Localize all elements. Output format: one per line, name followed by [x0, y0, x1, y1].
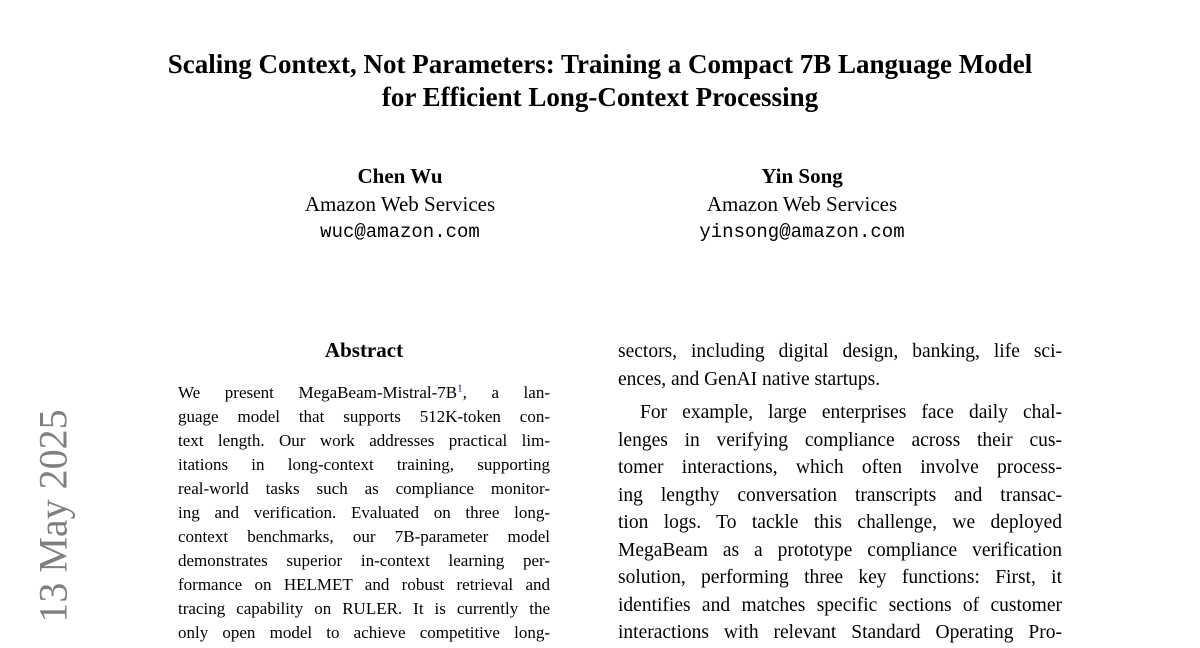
body-line: MegaBeam as a prototype compliance verification	[618, 539, 1062, 561]
body-line: lenges in verifying compliance across their cus-	[618, 429, 1062, 451]
right-column-text	[618, 338, 1062, 647]
abstract-line: guage model that supports 512K-token con-	[178, 407, 550, 426]
author-email[interactable]: wuc@amazon.com	[320, 221, 480, 243]
body-line: tomer interactions, which often involve process-	[618, 457, 1062, 478]
abstract-body	[178, 381, 550, 645]
abstract-line: tracing capability on RULER. It is currently the	[178, 599, 550, 618]
body-line: ing lengthy conversation transcripts and transac-	[618, 484, 1062, 506]
body-line: tion logs. To tackle this challenge, we deployed	[618, 512, 1062, 533]
paper-title-line-2: for Efficient Long-Context Processing	[381, 82, 819, 112]
abstract-line: formance on HELMET and robust retrieval and	[178, 575, 550, 594]
author-block-2	[642, 162, 962, 246]
abstract-line: context benchmarks, our 7B-parameter model	[178, 527, 550, 546]
arxiv-side-date: 13 May 2025	[30, 409, 76, 623]
abstract-line: text length. Our work addresses practical lim-	[178, 431, 550, 450]
paragraph	[618, 399, 1062, 647]
author-email[interactable]: yinsong@amazon.com	[699, 221, 905, 243]
paper-title-line-1: Scaling Context, Not Parameters: Training a Compact 7B Language Model	[167, 49, 1033, 79]
abstract-line: real-world tasks such as compliance monitor-	[178, 479, 550, 498]
paper-title	[0, 48, 1200, 114]
body-line: ences, and GenAI native startups.	[618, 368, 881, 390]
abstract-line: only open model to achieve competitive long-	[178, 623, 550, 642]
author-affiliation: Amazon Web Services	[304, 192, 496, 216]
abstract-line: ing and verification. Evaluated on three long-	[178, 503, 550, 522]
author-block-1	[240, 162, 560, 246]
author-name: Chen Wu	[357, 164, 443, 188]
abstract-line: demonstrates superior in-context learning per-	[178, 551, 550, 570]
body-line: solution, performing three key functions: First, it	[618, 567, 1062, 588]
body-line: sectors, including digital design, banking, life sci-	[618, 341, 1062, 362]
abstract-heading: Abstract	[324, 338, 404, 362]
body-line: interactions with relevant Standard Operating Pro-	[618, 622, 1062, 643]
abstract-line: itations in long-context training, supporting	[178, 455, 550, 474]
abstract-line: We present MegaBeam-Mistral-7B$^1$, a lan-	[178, 382, 550, 402]
author-name: Yin Song	[761, 164, 843, 188]
footnote-link[interactable]: 1	[457, 382, 463, 395]
body-line: identifies and matches specific sections of customer	[618, 594, 1062, 616]
body-line: For example, large enterprises face daily chal-	[640, 402, 1062, 423]
author-affiliation: Amazon Web Services	[706, 192, 898, 216]
